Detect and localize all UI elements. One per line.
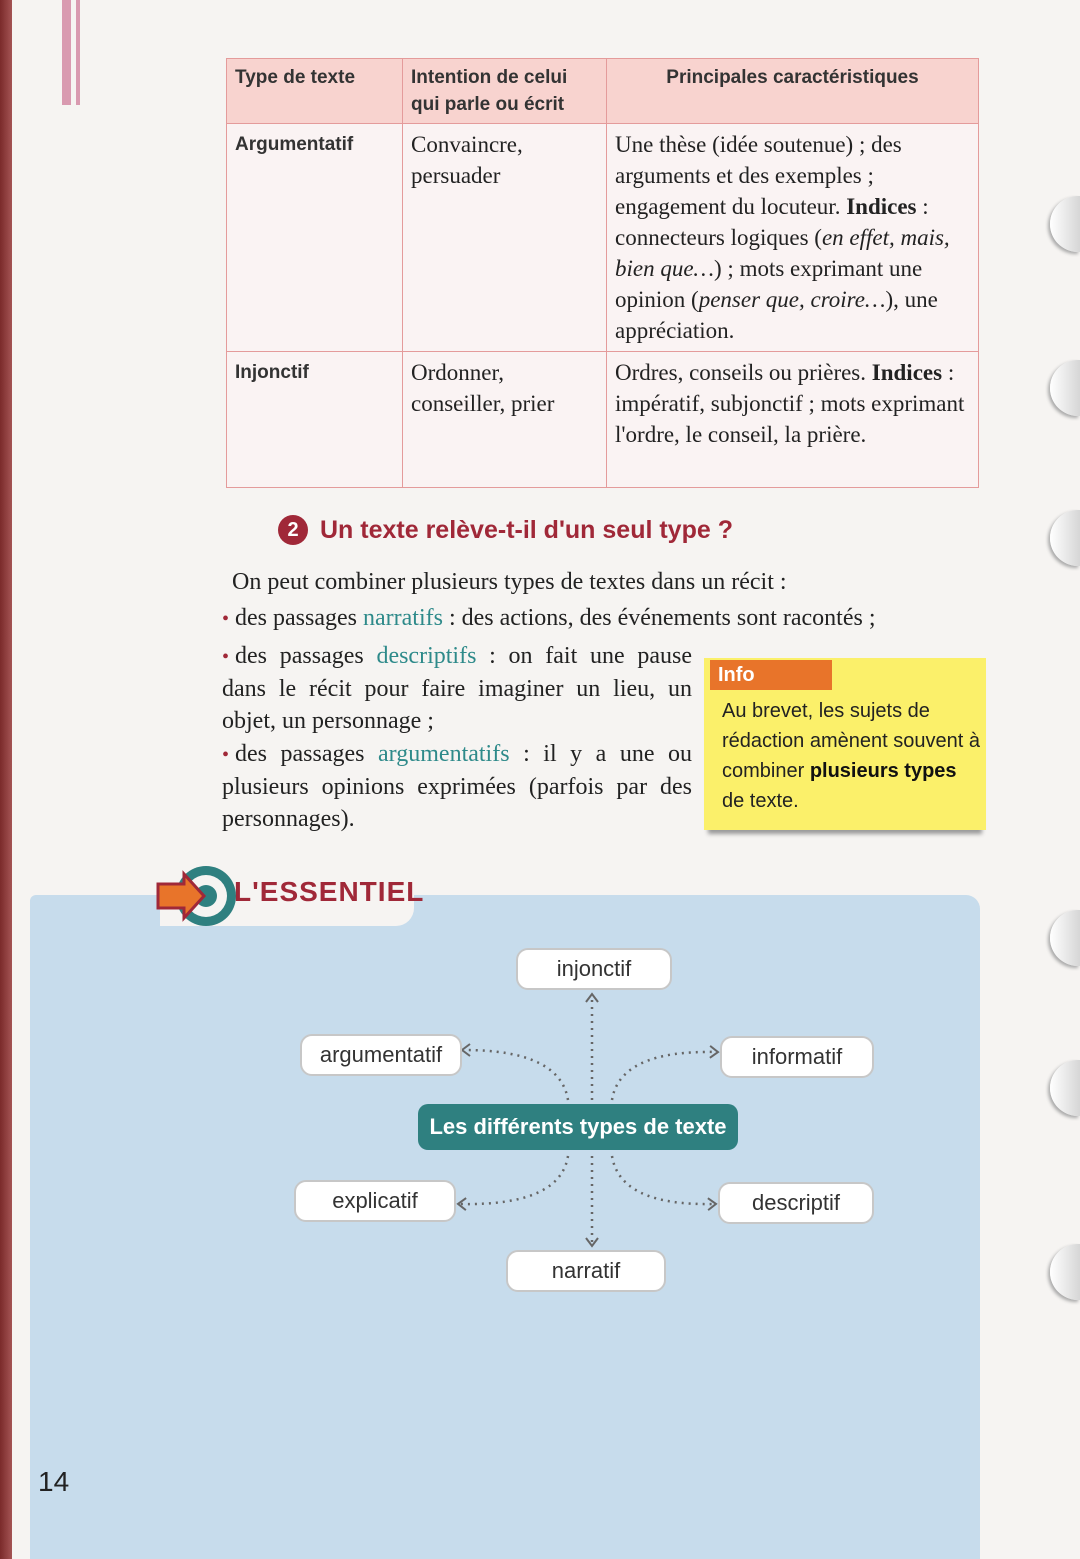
node-explicatif: explicatif <box>294 1180 456 1222</box>
bullet-icon: • <box>222 646 230 668</box>
keyword: narratifs <box>362 605 443 631</box>
text-bold: plusieurs types <box>809 760 957 782</box>
text-bold: Indices <box>846 194 917 219</box>
text-italic: en effet, mais, bien que… <box>615 225 950 281</box>
text: des passages <box>235 643 377 669</box>
text: ) ; mots exprimant une opinion ( <box>615 256 923 312</box>
text: Une thèse (idée soutenue) ; des arguments et des exemples ; engagement du locuteur. <box>615 132 902 219</box>
essentiel-title: L'ESSENTIEL <box>234 876 425 907</box>
text: : il y a une ou plusieurs opinions exprimées (parfois par des personnages). <box>222 741 692 832</box>
text: Au brevet, les sujets de rédaction amènent souvent à combiner <box>722 700 980 782</box>
node-informatif: informatif <box>720 1036 874 1078</box>
table-cell-intention: Convaincre, persuader <box>403 124 607 352</box>
arrow-to-informatif <box>612 1052 716 1100</box>
node-narratif: narratif <box>506 1250 666 1292</box>
section-intro: On peut combiner plusieurs types de textes dans un récit : <box>232 569 787 595</box>
text: des passages <box>235 741 379 767</box>
table-header: Intention de celui qui parle ou écrit <box>403 59 607 124</box>
text-bold: Indices <box>871 360 943 385</box>
node-descriptif: descriptif <box>718 1182 874 1224</box>
info-tag: Info <box>710 660 832 690</box>
arrow-to-explicatif <box>460 1156 568 1204</box>
bullet-icon: • <box>222 744 230 766</box>
table-cell-intention: Ordonner, conseiller, prier <box>403 352 607 488</box>
arrow-to-descriptif <box>612 1156 714 1204</box>
table-header: Principales caractéristiques <box>607 59 979 124</box>
table-cell-type: Injonctif <box>227 352 403 488</box>
arrow-to-argumentatif <box>464 1050 568 1100</box>
node-argumentatif: argumentatif <box>300 1034 462 1076</box>
text: Ordres, conseils ou prières. <box>615 360 867 385</box>
node-injonctif: injonctif <box>516 948 672 990</box>
text: : des actions, des événements sont racontés ; <box>442 605 876 631</box>
text: : on fait une pause dans le récit pour faire imaginer un lieu, un objet, un personnage ; <box>222 643 692 734</box>
text: ), une appréciation. <box>615 287 938 343</box>
keyword: argumentatifs <box>378 741 510 767</box>
text: de texte. <box>722 790 799 812</box>
text: des passages <box>235 605 363 631</box>
bullet-icon: • <box>222 608 230 630</box>
node-center: Les différents types de texte <box>418 1104 738 1150</box>
text: : impératif, subjonctif ; mots exprimant l'ordre, le conseil, la prière. <box>615 360 965 447</box>
table-cell-type: Argumentatif <box>227 124 403 352</box>
section-title: Un texte relève-t-il d'un seul type ? <box>320 515 733 544</box>
text-italic: penser que, croire… <box>698 287 886 312</box>
table-header: Type de texte <box>227 59 403 124</box>
section-number-badge: 2 <box>278 515 308 545</box>
text: : connecteurs logiques ( <box>615 194 929 250</box>
keyword: descriptifs <box>376 643 477 669</box>
page-number: 14 <box>38 1466 70 1497</box>
